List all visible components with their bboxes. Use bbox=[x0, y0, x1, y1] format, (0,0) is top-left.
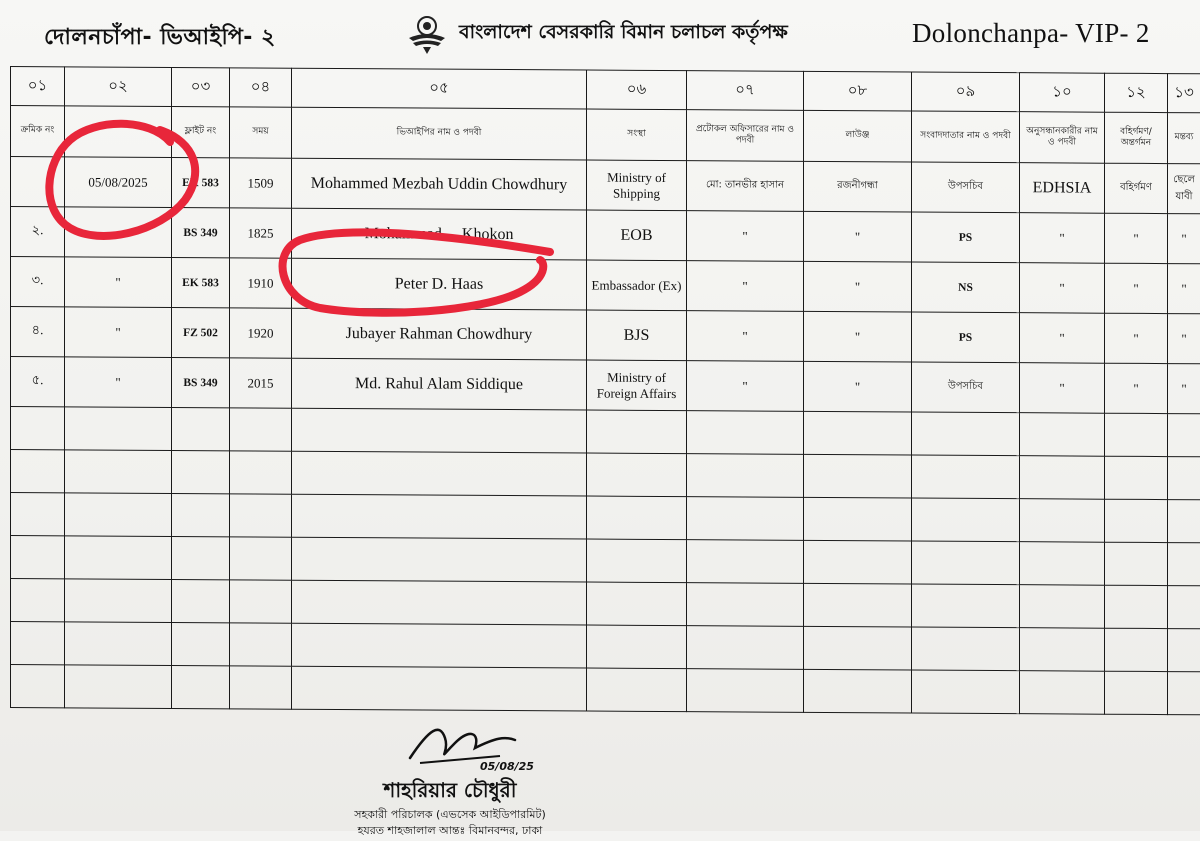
column-number: ০৩ bbox=[172, 67, 230, 106]
empty-row bbox=[11, 665, 1200, 715]
protocol-officer-cell: " bbox=[687, 261, 804, 312]
remarks-cell: ছেলে যাবী bbox=[1168, 164, 1200, 214]
column-header-row bbox=[11, 106, 1200, 164]
date-cell: " bbox=[65, 307, 172, 358]
flight-cell: FZ 502 bbox=[172, 307, 230, 357]
investigator-cell: " bbox=[1020, 263, 1105, 314]
date-cell: " bbox=[65, 257, 172, 308]
serial-cell: ৪. bbox=[11, 307, 65, 357]
remarks-cell: " bbox=[1168, 214, 1200, 264]
column-header: সংবাদদাতার নাম ও পদবী bbox=[912, 111, 1020, 163]
column-number: ০৮ bbox=[804, 71, 912, 111]
remarks-cell: " bbox=[1168, 264, 1200, 314]
time-cell: 2015 bbox=[230, 358, 292, 408]
organization-cell: EOB bbox=[587, 210, 687, 261]
protocol-officer-cell: মো: তানভীর হাসান bbox=[687, 161, 804, 212]
signatory-title: সহকারী পরিচালক (এভসেক আইডিপারমিট) bbox=[330, 806, 570, 825]
reporter-cell: উপসচিব bbox=[912, 362, 1020, 413]
column-number: ০১ bbox=[11, 67, 65, 106]
time-cell: 1509 bbox=[230, 158, 292, 208]
column-number: ১২ bbox=[1105, 73, 1168, 112]
vip-name-cell: Md. Rahul Alam Siddique bbox=[292, 358, 587, 410]
organization-cell: Ministry of Foreign Affairs bbox=[587, 360, 687, 411]
vip-name-cell: Peter D. Haas bbox=[292, 258, 587, 310]
vip-name-cell: Mohammed Mezbah Uddin Chowdhury bbox=[292, 158, 587, 210]
column-header: প্রটোকল অফিসারের নাম ও পদবী bbox=[687, 110, 804, 162]
direction-cell: বহির্গমণ bbox=[1105, 163, 1168, 213]
header-right-title: Dolonchanpa- VIP- 2 bbox=[912, 18, 1150, 49]
vip-name-cell: Jubayer Rahman Chowdhury bbox=[292, 308, 587, 360]
reporter-cell: PS bbox=[912, 212, 1020, 263]
column-header: ভিআইপির নাম ও পদবী bbox=[292, 107, 587, 160]
serial-cell bbox=[11, 157, 65, 207]
column-header: লাউঞ্জ bbox=[804, 110, 912, 162]
signature-block bbox=[330, 718, 590, 828]
serial-cell: ২. bbox=[11, 207, 65, 257]
serial-cell: ৫. bbox=[11, 357, 65, 407]
header-center bbox=[405, 12, 788, 56]
table-row bbox=[11, 357, 1200, 414]
signature-date: 05/08/25 bbox=[480, 760, 534, 773]
empty-row bbox=[11, 579, 1200, 629]
serial-cell: ৩. bbox=[11, 257, 65, 307]
protocol-officer-cell: " bbox=[687, 361, 804, 412]
lounge-cell: রজনীগন্ধা bbox=[804, 161, 912, 212]
column-number: ০৭ bbox=[687, 71, 804, 111]
lounge-cell: " bbox=[804, 261, 912, 312]
column-number: ১০ bbox=[1020, 73, 1105, 113]
column-header: বহির্গমণ/ অন্তর্গমন bbox=[1105, 112, 1168, 163]
direction-cell: " bbox=[1105, 363, 1168, 413]
remarks-cell: " bbox=[1168, 364, 1200, 414]
direction-cell: " bbox=[1105, 263, 1168, 313]
column-header: সংস্থা bbox=[587, 109, 687, 161]
column-header: অনুসন্ধানকারীর নাম ও পদবী bbox=[1020, 112, 1105, 164]
investigator-cell: " bbox=[1020, 363, 1105, 414]
flight-cell: BS 349 bbox=[172, 207, 230, 257]
register-table-wrapper bbox=[10, 66, 1200, 723]
header-left-title: দোলনচাঁপা- ভিআইপি- ২ bbox=[44, 20, 276, 57]
reporter-cell: NS bbox=[912, 262, 1020, 313]
empty-row bbox=[11, 407, 1200, 457]
remarks-cell: " bbox=[1168, 314, 1200, 364]
protocol-officer-cell: " bbox=[687, 211, 804, 262]
reporter-cell: উপসচিব bbox=[912, 162, 1020, 213]
vip-name-cell: Mohammad ... Khokon bbox=[292, 208, 587, 260]
table-row bbox=[11, 157, 1200, 214]
organization-cell: BJS bbox=[587, 310, 687, 361]
lounge-cell: " bbox=[804, 311, 912, 362]
time-cell: 1825 bbox=[230, 208, 292, 258]
empty-row bbox=[11, 450, 1200, 500]
column-header bbox=[65, 106, 172, 158]
investigator-cell: " bbox=[1020, 213, 1105, 264]
column-number: ০৫ bbox=[292, 68, 587, 109]
lounge-cell: " bbox=[804, 361, 912, 412]
signatory-place: হযরত শাহজালাল আন্তঃ বিমানবন্দর, ঢাকা bbox=[330, 822, 570, 841]
lounge-cell: " bbox=[804, 211, 912, 262]
protocol-officer-cell: " bbox=[687, 311, 804, 362]
date-cell: " bbox=[65, 357, 172, 408]
column-number: ০৯ bbox=[912, 72, 1020, 112]
date-cell: 05/08/2025 bbox=[65, 157, 172, 208]
direction-cell: " bbox=[1105, 213, 1168, 263]
flight-cell: EK 583 bbox=[172, 157, 230, 207]
org-name: বাংলাদেশ বেসরকারি বিমান চলাচল কর্তৃপক্ষ bbox=[459, 18, 788, 50]
signatory-name: শাহরিয়ার চৌধুরী bbox=[330, 776, 570, 809]
column-header: ফ্লাইট নং bbox=[172, 106, 230, 157]
empty-row bbox=[11, 622, 1200, 672]
direction-cell: " bbox=[1105, 313, 1168, 363]
organization-cell: Ministry of Shipping bbox=[587, 160, 687, 211]
caab-emblem-icon bbox=[405, 12, 449, 56]
column-number: ০৬ bbox=[587, 70, 687, 110]
flight-cell: EK 583 bbox=[172, 257, 230, 307]
column-number: ০৪ bbox=[230, 68, 292, 107]
table-row bbox=[11, 257, 1200, 314]
table-row bbox=[11, 307, 1200, 364]
column-header: ক্রমিক নং bbox=[11, 106, 65, 157]
investigator-cell: EDHSIA bbox=[1020, 163, 1105, 214]
investigator-cell: " bbox=[1020, 313, 1105, 364]
empty-row bbox=[11, 493, 1200, 543]
time-cell: 1920 bbox=[230, 308, 292, 358]
time-cell: 1910 bbox=[230, 258, 292, 308]
reporter-cell: PS bbox=[912, 312, 1020, 363]
date-cell bbox=[65, 207, 172, 258]
column-header: সময় bbox=[230, 107, 292, 158]
vip-register-table bbox=[10, 66, 1200, 715]
column-number: ১৩ bbox=[1168, 74, 1200, 113]
column-number: ০২ bbox=[65, 67, 172, 107]
organization-cell: Embassador (Ex) bbox=[587, 260, 687, 311]
flight-cell: BS 349 bbox=[172, 357, 230, 407]
column-header: মন্তব্য bbox=[1168, 113, 1200, 164]
empty-row bbox=[11, 536, 1200, 586]
table-row bbox=[11, 207, 1200, 264]
